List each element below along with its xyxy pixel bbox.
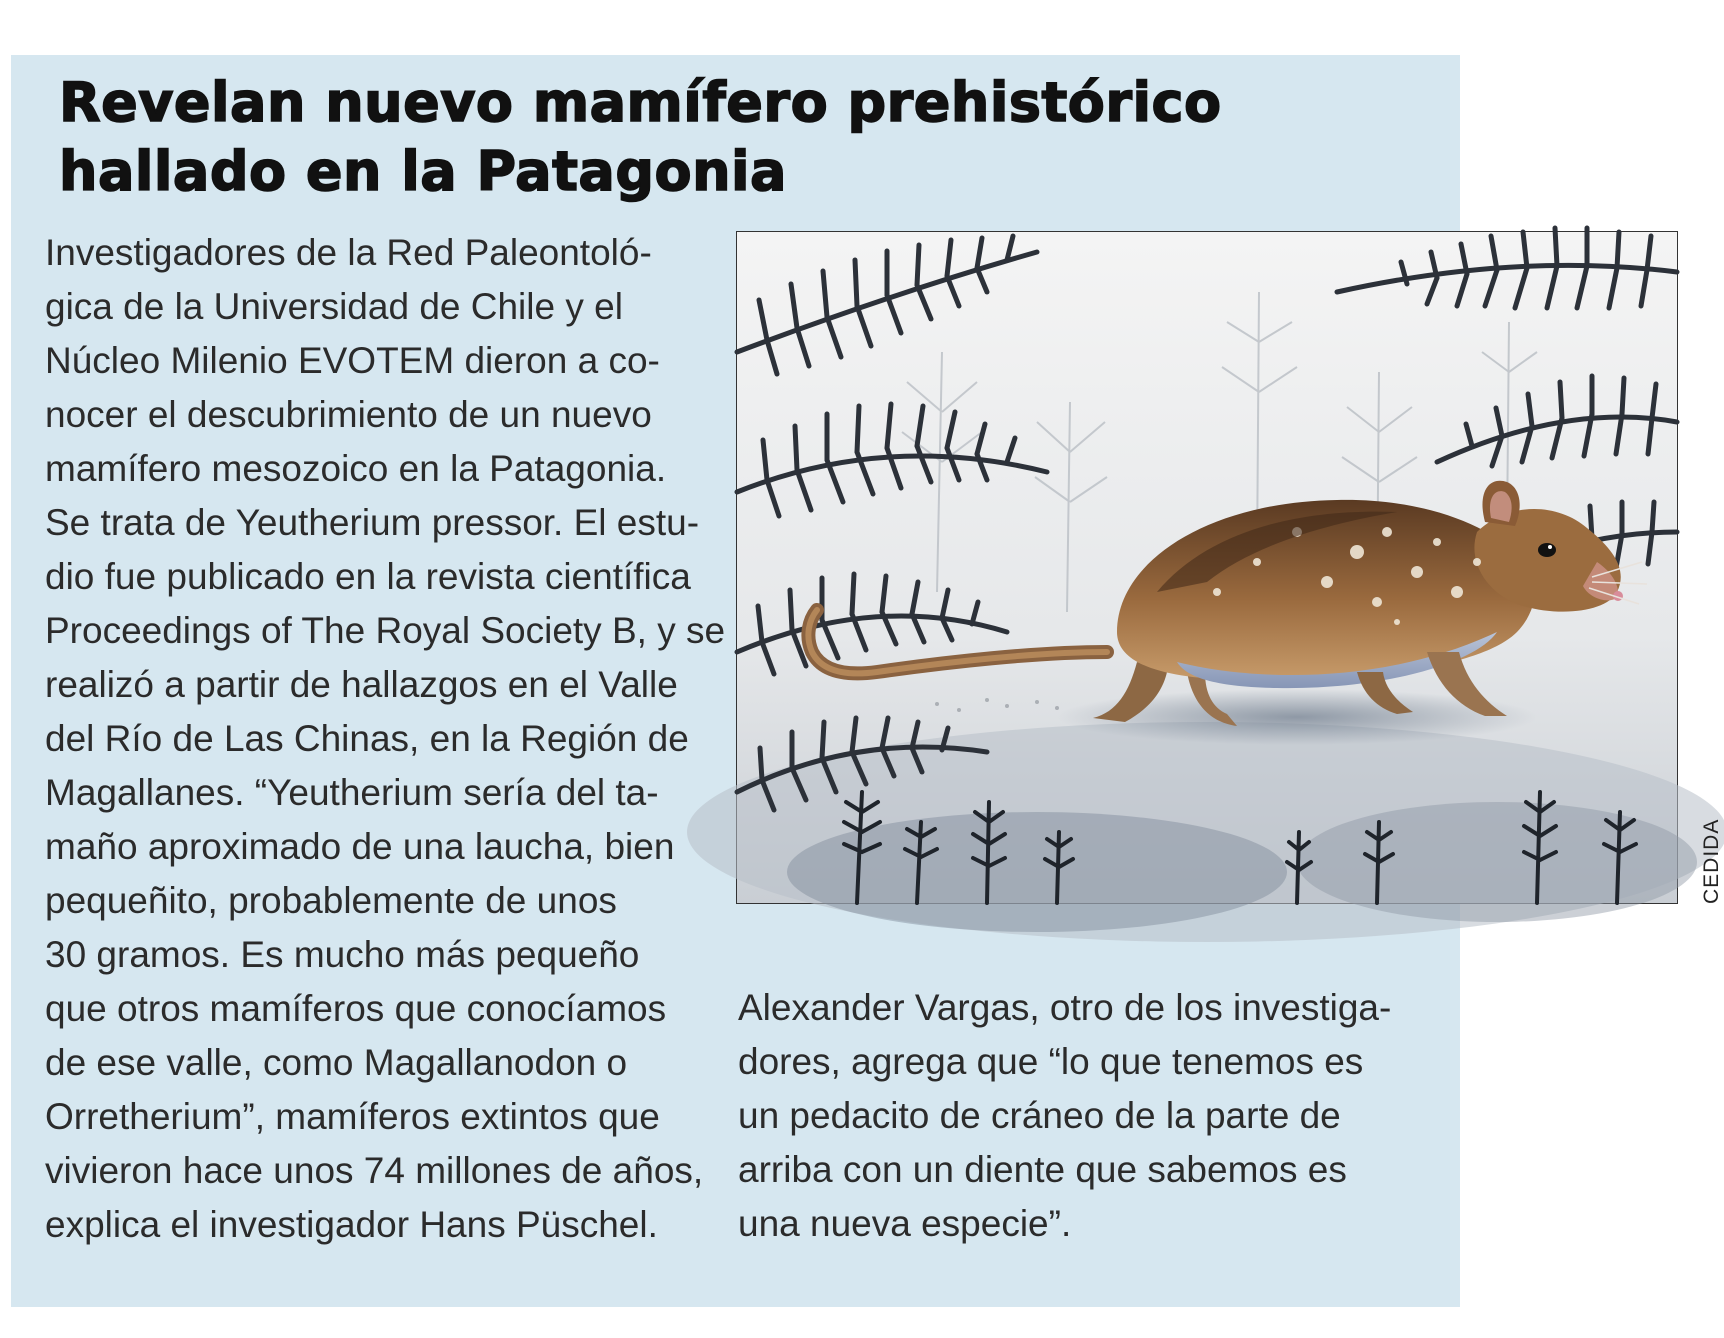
text-line: dores, agrega que “lo que tenemos es [738,1041,1364,1082]
text-line: mamífero mesozoico en la Patagonia. [45,448,667,489]
text-line: explica el investigador Hans Püschel. [45,1204,658,1245]
text-line: Alexander Vargas, otro de los investiga- [738,987,1392,1028]
headline [59,68,1259,206]
text-line: vivieron hace unos 74 millones de años, [45,1150,704,1191]
text-line: Núcleo Milenio EVOTEM dieron a co- [45,340,660,381]
text-line: un pedacito de cráneo de la parte de [738,1095,1341,1136]
text-line: del Río de Las Chinas, en la Región de [45,718,689,759]
text-line: arriba con un diente que sabemos es [738,1149,1347,1190]
right-column-text [738,981,1391,1251]
text-line: de ese valle, como Magallanodon o [45,1042,628,1083]
text-line: realizó a partir de hallazgos en el Valle [45,664,678,705]
text-line: dio fue publicado en la revista científica [45,556,691,597]
text-line: Investigadores de la Red Paleontoló- [45,232,652,273]
text-line: Magallanes. “Yeutherium sería del ta- [45,772,659,813]
text-line: una nueva especie”. [738,1203,1072,1244]
left-column-text [45,226,725,1252]
text-line: gica de la Universidad de Chile y el [45,286,623,327]
illustration-mammal-graphic [737,232,1677,903]
text-line: Proceedings of The Royal Society B, y se [45,610,726,651]
illustration-mammal [736,231,1678,904]
text-line: 30 gramos. Es mucho más pequeño [45,934,640,975]
photo-credit: CEDIDA [1700,818,1723,904]
text-line: nocer el descubrimiento de un nuevo [45,394,652,435]
text-line: Se trata de Yeutherium pressor. El estu- [45,502,700,543]
headline-line: Revelan nuevo mamífero prehistórico [59,71,1222,134]
text-line: pequeñito, probablemente de unos [45,880,617,921]
text-line: maño aproximado de una laucha, bien [45,826,675,867]
text-line: Orretherium”, mamíferos extintos que [45,1096,660,1137]
headline-line: hallado en la Patagonia [59,140,787,203]
text-line: que otros mamíferos que conocíamos [45,988,667,1029]
